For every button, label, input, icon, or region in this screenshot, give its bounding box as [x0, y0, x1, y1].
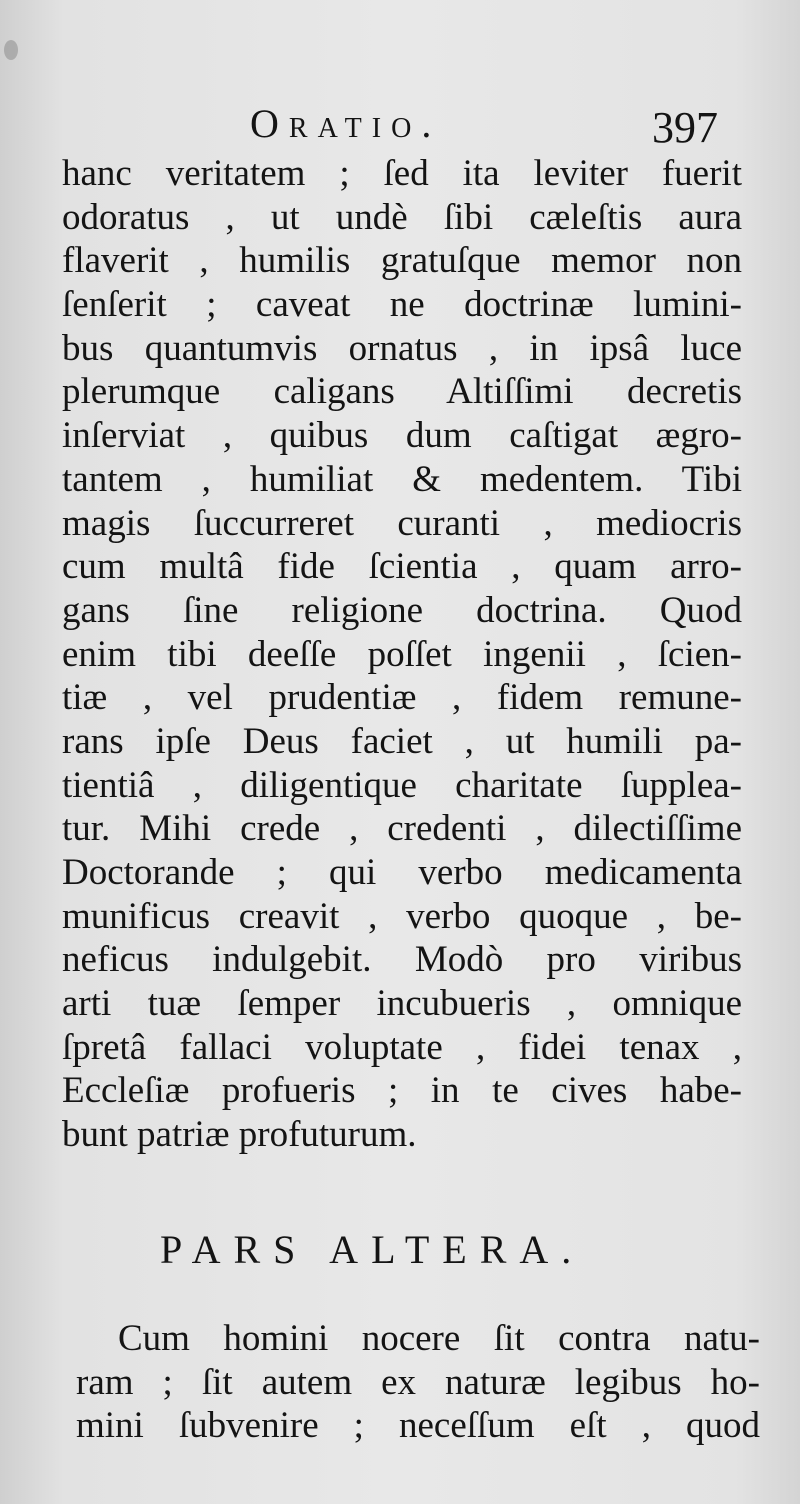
text-line: plerumque caligans Altiſſimi decretis [62, 371, 742, 413]
text-line: tiæ , vel prudentiæ , fidem remune- [62, 677, 742, 719]
section-heading: PARS ALTERA. [160, 1227, 585, 1272]
text-line: mini ſubvenire ; neceſſum eſt , quod [76, 1405, 760, 1447]
text-line: Cum homini nocere ſit contra natu- [118, 1318, 760, 1359]
text-line: ſpretâ fallaci voluptate , fidei tenax , [62, 1026, 742, 1068]
text-line: ram ; ſit autem ex naturæ legibus ho- [76, 1361, 760, 1403]
text-line: Eccleſiæ profueris ; in te cives habe- [62, 1070, 742, 1112]
text-line: tantem , humiliat & medentem. Tibi [62, 458, 742, 500]
text-line: Doctorande ; qui verbo medicamenta [62, 852, 742, 893]
text-line: bus quantumvis ornatus , in ipsâ luce [62, 327, 742, 369]
text-line: magis ſuccurreret curanti , mediocris [62, 502, 742, 544]
text-line: odoratus , ut undè ſibi cæleſtis aura [62, 196, 742, 238]
text-line: hanc veritatem ; ſed ita leviter fuerit [62, 153, 742, 194]
text-line: gans ſine religione doctrina. Quod [62, 589, 742, 631]
main-paragraph [62, 152, 742, 1157]
text-line: neficus indulgebit. Modò pro viribus [62, 939, 742, 981]
text-line: munificus creavit , verbo quoque , be- [62, 895, 742, 937]
page-header [0, 100, 800, 156]
text-line: ſenſerit ; caveat ne doctrinæ lumini- [62, 284, 742, 326]
text-line: tientiâ , diligentique charitate ſupplea- [62, 764, 742, 806]
ink-spot [4, 40, 18, 60]
text-line: rans ipſe Deus faciet , ut humili pa- [62, 720, 742, 762]
text-line: tur. Mihi crede , credenti , dilectiſſime [62, 808, 742, 850]
text-line: enim tibi deeſſe poſſet ingenii , ſcien- [62, 633, 742, 675]
section-paragraph [76, 1317, 760, 1448]
text-line: inſerviat , quibus dum caſtigat ægro- [62, 415, 742, 457]
text-line: arti tuæ ſemper incubueris , omnique [62, 983, 742, 1025]
text-line: cum multâ fide ſcientia , quam arro- [62, 546, 742, 588]
text-line: flaverit , humilis gratuſque memor non [62, 240, 742, 282]
running-title: Oratio. [250, 101, 442, 146]
text-line: bunt patriæ profuturum. [62, 1114, 417, 1156]
page-number: 397 [652, 103, 718, 152]
